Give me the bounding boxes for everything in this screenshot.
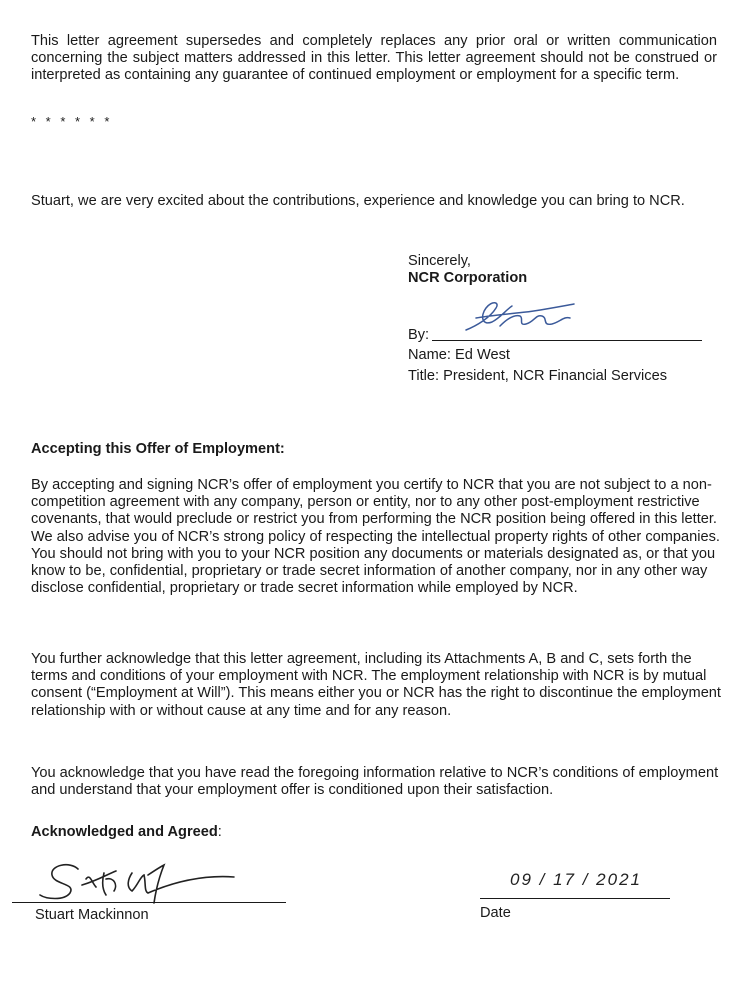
excited-paragraph: Stuart, we are very excited about the contributions, experience and knowledge you can bring to NCR. (31, 193, 685, 209)
supersedes-paragraph: This letter agreement supersedes and completely replaces any prior oral or written communication concerning the subject matters addressed in this letter. This letter agreement should not be construed or interpreted as containing any guarantee of continued employment or employment for a specific term. (31, 33, 717, 84)
company-signature-line (408, 308, 718, 344)
offer-paragraph-2: You further acknowledge that this letter agreement, including its Attachments A, B and C, sets forth the terms and conditions of your employment with NCR. The employment relationship with NCR is by mutual consent (“Employment at Will”). This means either you or NCR has the right to discontinue the employment relationship with or without cause at any time and for any reason. (31, 651, 721, 719)
signer-name: Name: Ed West (408, 347, 510, 364)
company-signature-block (408, 253, 718, 385)
date-line (480, 898, 670, 899)
acknowledged-label: Acknowledged and Agreed (31, 824, 218, 840)
offer-paragraph-3: You acknowledge that you have read the foregoing information relative to NCR’s conditions of employment and understand that your employment offer is conditioned upon their satisfaction. (31, 765, 719, 799)
signed-date: 09 / 17 / 2021 (510, 870, 642, 889)
acknowledged-colon: : (217, 824, 222, 840)
acknowledged-heading (31, 824, 222, 841)
offer-heading: Accepting this Offer of Employment: (31, 441, 285, 457)
ed-west-signature (456, 296, 596, 338)
date-label: Date (480, 905, 511, 921)
employee-name: Stuart Mackinnon (35, 907, 149, 923)
signature-underline (432, 340, 702, 341)
closing-salutation: Sincerely, (408, 253, 471, 269)
by-label: By: (408, 327, 430, 344)
stuart-mackinnon-signature (36, 855, 246, 907)
company-name: NCR Corporation (408, 270, 528, 287)
employee-signature-line (12, 902, 286, 903)
section-separator: * * * * * * (31, 114, 113, 129)
signer-title: Title: President, NCR Financial Services (408, 367, 667, 384)
offer-paragraph-1: By accepting and signing NCR’s offer of employment you certify to NCR that you are not subject to a non-competition agreement with any company, person or entity, nor to any other post-employment restrictive covenants, that would preclude or restrict you from performing the NCR position being offered in this letter. We also advise you of NCR’s strong policy of respecting the intellectual property rights of other companies. You should not bring with you to your NCR position any documents or materials designated as, or that you know to be, confidential, proprietary or trade secret information of another company, nor in any other way disclose confidential, proprietary or trade secret information while employed by NCR. (31, 477, 720, 597)
